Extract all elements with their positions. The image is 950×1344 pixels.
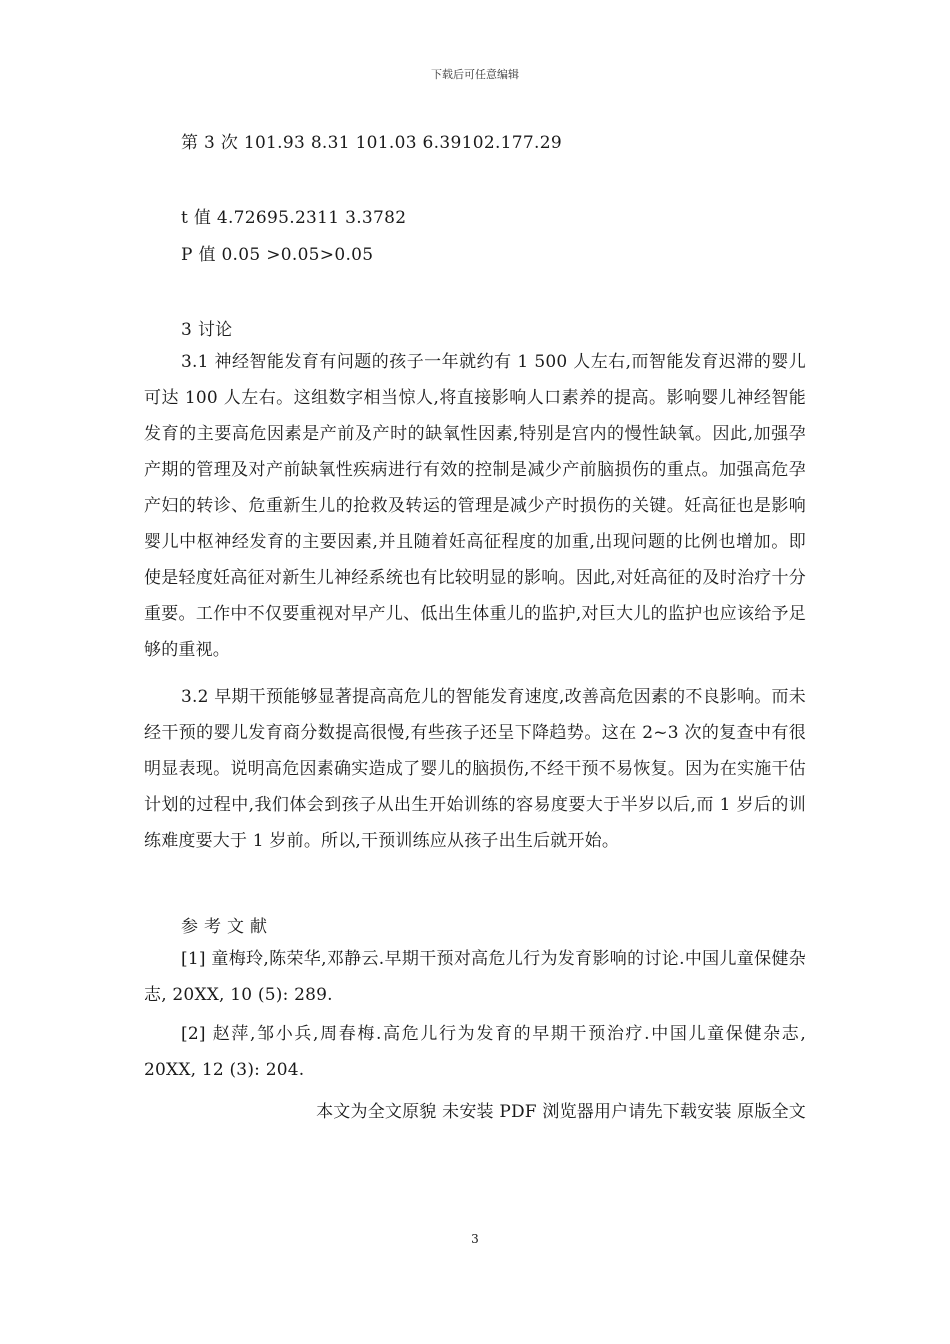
discussion-paragraph-3-2: 3.2 早期干预能够显著提高高危儿的智能发育速度,改善高危因素的不良影响。而未经干预的婴儿发育商分数提高很慢,有些孩子还呈下降趋势。这在 2~3 次的复查中有很明显表现。说明高危因素确实造成了婴儿的脑损伤,不经干预不易恢复。因为在实施干估计划的过程中,我们体会到孩子从出生开始训练的容易度要大于半岁以后,而 1 岁后的训练难度要大于 1 岁前。所以,干预训练应从孩子出生后就开始。	[144, 687, 806, 851]
table-row-p-value: P 值 0.05 >0.05>0.05	[181, 245, 374, 265]
references-heading: 参 考 文 献	[181, 917, 268, 937]
section-heading-discussion: 3 讨论	[181, 320, 233, 340]
page-number: 3	[471, 1232, 479, 1246]
reference-item-2: [2] 赵萍,邹小兵,周春梅.高危儿行为发育的早期干预治疗.中国儿童保健杂志, 20XX, 12 (3): 204.	[144, 1024, 806, 1080]
full-text-note: 本文为全文原貌 未安装 PDF 浏览器用户请先下载安装 原版全文	[316, 1102, 806, 1122]
table-row-third-visit: 第 3 次 101.93 8.31 101.03 6.39102.177.29	[181, 133, 562, 153]
table-row-t-value: t 值 4.72695.2311 3.3782	[181, 208, 407, 228]
discussion-paragraph-3-1: 3.1 神经智能发育有问题的孩子一年就约有 1 500 人左右,而智能发育迟滞的婴儿可达 100 人左右。这组数字相当惊人,将直接影响人口素养的提高。影响婴儿神经智能发育的主要高危因素是产前及产时的缺氧性因素,特别是宫内的慢性缺氧。因此,加强孕产期的管理及对产前缺氧性疾病进行有效的控制是减少产前脑损伤的重点。加强高危孕产妇的转诊、危重新生儿的抢救及转运的管理是减少产时损伤的关键。妊高征也是影响婴儿中枢神经发育的主要因素,并且随着妊高征程度的加重,出现问题的比例也增加。即使是轻度妊高征对新生儿神经系统也有比较明显的影响。因此,对妊高征的及时治疗十分重要。工作中不仅要重视对早产儿、低出生体重儿的监护,对巨大儿的监护也应该给予足够的重视。	[144, 352, 806, 660]
page-header: 下载后可任意编辑	[431, 68, 519, 81]
reference-item-1: [1] 童梅玲,陈荣华,邓静云.早期干预对高危儿行为发育影响的讨论.中国儿童保健杂志, 20XX, 10 (5): 289.	[144, 949, 806, 1005]
